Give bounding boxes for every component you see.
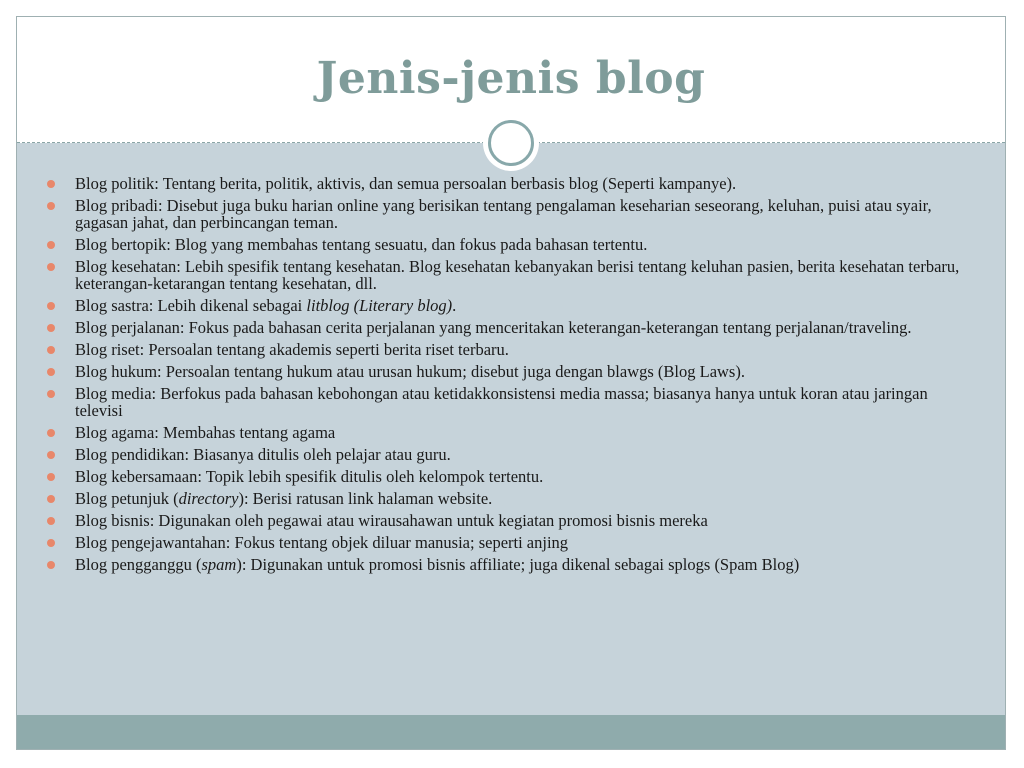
list-item-emphasis: litblog (Literary blog) xyxy=(306,296,453,315)
list-item xyxy=(47,175,977,192)
list-item-text: Blog media: Berfokus pada bahasan kebohongan atau ketidakkonsistensi media massa; biasanya hanya untuk koran atau jaringan televisi xyxy=(75,384,928,420)
dot-icon xyxy=(47,495,55,503)
list-item xyxy=(47,341,977,358)
list-item xyxy=(47,446,977,463)
list-item-text: Blog riset: Persoalan tentang akademis seperti berita riset terbaru. xyxy=(75,340,509,359)
list-item-text: Blog perjalanan: Fokus pada bahasan cerita perjalanan yang menceritakan keterangan-keterangan tentang perjalanan/traveling. xyxy=(75,318,912,337)
dot-icon xyxy=(47,390,55,398)
list-item-text-tail: . xyxy=(452,296,457,315)
list-item xyxy=(47,297,977,314)
circle-ornament-ring xyxy=(488,120,534,166)
dot-icon xyxy=(47,429,55,437)
dot-icon xyxy=(47,451,55,459)
list-item xyxy=(47,197,977,231)
dot-icon xyxy=(47,517,55,525)
dot-icon xyxy=(47,561,55,569)
dot-icon xyxy=(47,263,55,271)
slide xyxy=(16,16,1006,750)
list-item-emphasis: directory xyxy=(178,489,239,508)
list-item-text-tail: ): Berisi ratusan link halaman website. xyxy=(238,489,493,508)
list-item-text: Blog pendidikan: Biasanya ditulis oleh pelajar atau guru. xyxy=(75,445,451,464)
list-item xyxy=(47,556,977,573)
list-item xyxy=(47,468,977,485)
list-item xyxy=(47,534,977,551)
dot-icon xyxy=(47,180,55,188)
dot-icon xyxy=(47,473,55,481)
list-item xyxy=(47,258,977,292)
list-item-text: Blog kebersamaan: Topik lebih spesifik ditulis oleh kelompok tertentu. xyxy=(75,467,544,486)
bullet-content xyxy=(47,175,977,578)
list-item-text: Blog pengganggu ( xyxy=(75,555,202,574)
dot-icon xyxy=(47,241,55,249)
list-item-text: Blog bisnis: Digunakan oleh pegawai atau wirausahawan untuk kegiatan promosi bisnis mereka xyxy=(75,511,708,530)
list-item-text: Blog petunjuk ( xyxy=(75,489,179,508)
list-item-text: Blog politik: Tentang berita, politik, aktivis, dan semua persoalan berbasis blog (Seperti kampanye). xyxy=(75,174,737,193)
dot-icon xyxy=(47,346,55,354)
list-item xyxy=(47,363,977,380)
list-item-text: Blog kesehatan: Lebih spesifik tentang kesehatan. Blog kesehatan kebanyakan berisi tentang keluhan pasien, berita kesehatan terbaru, keterangan-ketarangan tentang kesehatan, dll. xyxy=(75,257,960,293)
list-item-text: Blog sastra: Lebih dikenal sebagai xyxy=(75,296,307,315)
circle-ornament-icon xyxy=(483,115,539,171)
bullet-list xyxy=(47,175,977,573)
list-item-emphasis: spam xyxy=(201,555,237,574)
dot-icon xyxy=(47,539,55,547)
list-item-text-tail: ): Digunakan untuk promosi bisnis affiliate; juga dikenal sebagai splogs (Spam Blog) xyxy=(236,555,800,574)
list-item-text: Blog hukum: Persoalan tentang hukum atau urusan hukum; disebut juga dengan blawgs (Blog Laws). xyxy=(75,362,745,381)
dot-icon xyxy=(47,202,55,210)
list-item-text: Blog pengejawantahan: Fokus tentang objek diluar manusia; seperti anjing xyxy=(75,533,569,552)
list-item xyxy=(47,385,977,419)
list-item xyxy=(47,490,977,507)
list-item-text: Blog bertopik: Blog yang membahas tentang sesuatu, dan fokus pada bahasan tertentu. xyxy=(75,235,648,254)
dot-icon xyxy=(47,368,55,376)
list-item-text: Blog agama: Membahas tentang agama xyxy=(75,423,336,442)
dot-icon xyxy=(47,324,55,332)
slide-title: Jenis-jenis blog xyxy=(316,53,706,104)
list-item-text: Blog pribadi: Disebut juga buku harian online yang berisikan tentang pengalaman keseharian seseorang, keluhan, puisi atau syair, gagasan jahat, dan perbincangan teman. xyxy=(75,196,932,232)
list-item xyxy=(47,424,977,441)
list-item xyxy=(47,512,977,529)
list-item xyxy=(47,236,977,253)
footer-bar xyxy=(17,715,1005,749)
list-item xyxy=(47,319,977,336)
dot-icon xyxy=(47,302,55,310)
